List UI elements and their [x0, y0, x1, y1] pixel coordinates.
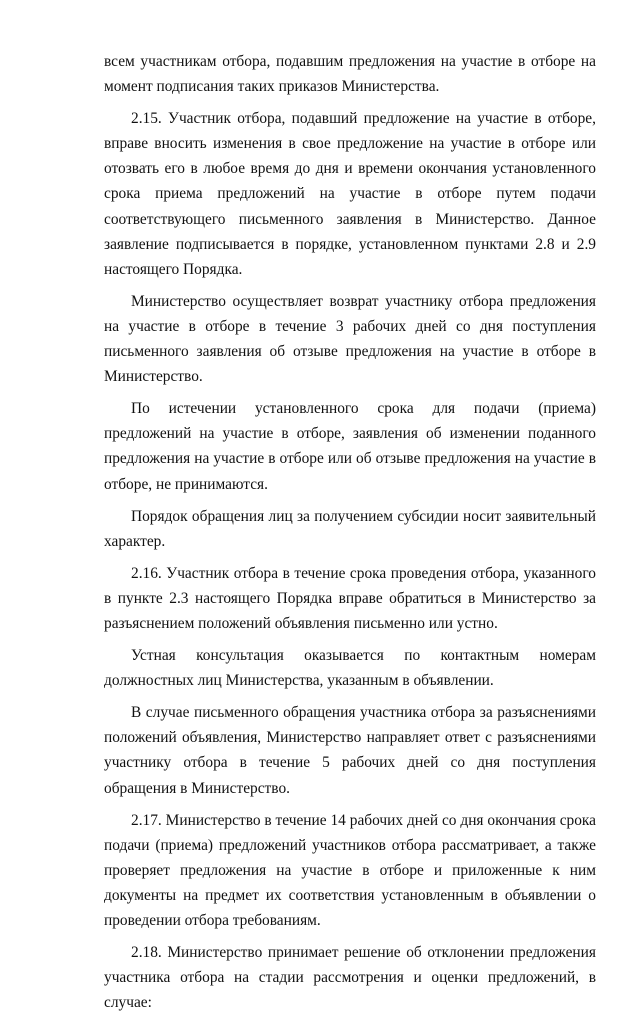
- paragraph-2-16: 2.16. Участник отбора в течение срока проведения отбора, указанного в пункте 2.3 настоящего Порядка вправе обратиться в Министерство за разъяснением положений объявления письменно или устно.: [104, 564, 596, 632]
- paragraph-written-request: В случае письменного обращения участника отбора за разъяснениями положений объявления, Министерство направляет ответ с разъяснениями участнику отбора в течение 5 рабочих дней со дня поступления обращения в Министерство.: [104, 704, 596, 797]
- paragraph-2-17: 2.17. Министерство в течение 14 рабочих дней со дня окончания срока подачи (приема) предложений участников отбора рассматривает, а также проверяет предложения на участие в отборе и приложенные к ним документы на предмет их соответствия установленным в объявлении о проведении отбора требованиям.: [104, 811, 596, 929]
- paragraph-2-15: 2.15. Участник отбора, подавший предложение на участие в отборе, вправе вносить изменения в свое предложение на участие в отборе или отозвать его в любое время до дня и времени окончания установленного срока приема предложений на участие в отборе путем подачи соответствующего письменного заявления в Министерство. Данное заявление подписывается в порядке, установленном пунктами 2.8 и 2.9 настоящего Порядка.: [104, 110, 596, 278]
- paragraph-oral-consultation: Устная консультация оказывается по контактным номерам должностных лиц Министерства, указанным в объявлении.: [104, 647, 596, 690]
- paragraph-continuation: всем участникам отбора, подавшим предложения на участие в отборе на момент подписания таких приказов Министерства.: [104, 53, 596, 96]
- document-body: [104, 49, 596, 1022]
- paragraph-application-nature: Порядок обращения лиц за получением субсидии носит заявительный характер.: [104, 507, 596, 550]
- paragraph-2-18: 2.18. Министерство принимает решение об отклонении предложения участника отбора на стадии рассмотрения и оценки предложений, в случае:: [104, 944, 596, 1012]
- paragraph-return-proposal: Министерство осуществляет возврат участнику отбора предложения на участие в отборе в течение 3 рабочих дней со дня поступления письменного заявления об отзыве предложения на участие в отборе в Министерство.: [104, 292, 596, 386]
- paragraph-deadline-expiry: По истечении установленного срока для подачи (приема) предложений на участие в отборе, заявления об изменении поданного предложения на участие в отборе или об отзыве предложения на участие в отборе, не принимаются.: [104, 400, 596, 493]
